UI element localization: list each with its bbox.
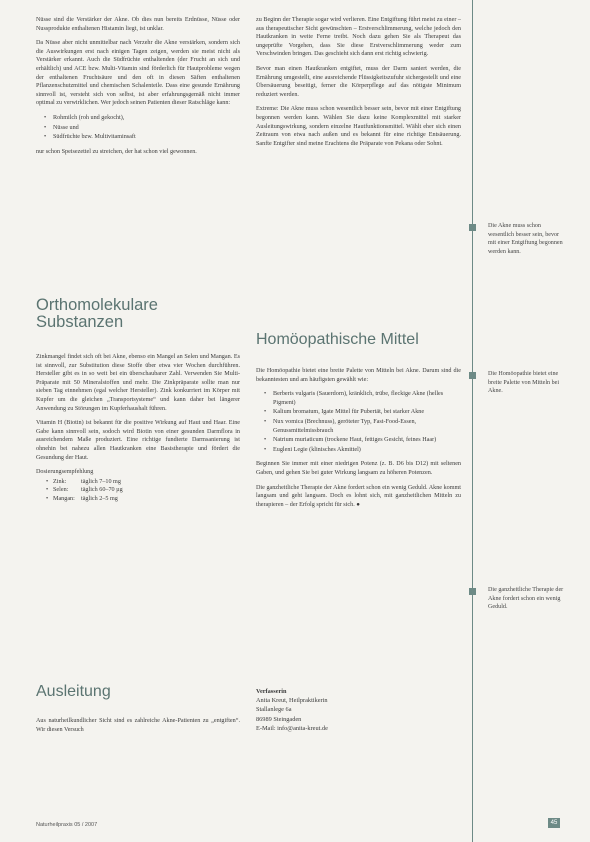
sidebar-marker — [469, 224, 476, 231]
author-email[interactable]: E-Mail: info@anita-kreut.de — [256, 724, 328, 732]
list-item: • Nüsse und — [46, 124, 240, 133]
sidebar-note: Die Akne muss schon wesentlich besser sein, bevor mit einer Entgiftung begonnen werden kann. — [488, 223, 563, 255]
list-item: • Eugleni Legie (klinisches Akmittel) — [266, 446, 461, 455]
paragraph: Bevor man einen Hautkranken entgiftet, muss der Darm saniert werden, die Ernährung umgestellt, eine ausreichende Flüssigkeitszufuhr sichergestellt und eine Übersäuerung beseitigt, ferner die Körperpflege auf das nötigste Minimum reduziert werden. — [256, 65, 461, 98]
list-item: • Rohmilch (roh und gekocht), — [46, 114, 240, 123]
remedy-list — [256, 390, 461, 454]
paragraph: Beginnen Sie immer mit einer niedrigen Potenz (z. B. D6 bis D12) mit seltenen Gaben, und gehen Sie bei guter Wirkung langsam zu höheren Potenzen. — [256, 461, 461, 476]
sidebar-note: Die Homöopathie bietet eine breite Palette von Mitteln bei Akne. — [488, 371, 560, 394]
left-column-bottom — [36, 717, 240, 740]
author-box — [256, 687, 461, 733]
dose-row: • Zink: täglich 7–10 mg — [46, 478, 121, 485]
list-item: • Südfrüchte bzw. Multivitaminsaft — [46, 133, 240, 142]
list-item: • Nux vomica (Brechnuss), geröteter Typ, Fast-Food-Essen, Genussmittelmissbrauch — [266, 418, 461, 435]
list-item: • Kalium bromatum, Igate Mittel für Pubertät, bei starker Akne — [266, 408, 461, 417]
author-name: Anita Kreut, Heilpraktikerin — [256, 697, 328, 705]
author-city: 86989 Steingaden — [256, 715, 302, 723]
paragraph: nur schon Speisezettel zu streichen, der hat schon viel gewonnen. — [36, 148, 197, 155]
sidebar-divider-line — [472, 0, 473, 842]
list-item: • Berberis vulgaris (Sauerdorn), kränklich, trübe, fleckige Akne (helles Pigment) — [266, 390, 461, 407]
middle-column-lower — [256, 367, 461, 515]
left-column-lower — [36, 353, 240, 504]
page-number: 45 — [548, 818, 560, 828]
heading-homoeopathische-mittel: Homöopathische Mittel — [256, 331, 419, 348]
dose-title: Dosierungsempfehlung — [36, 469, 94, 476]
dose-row: • Mangan: täglich 2–5 mg — [46, 495, 118, 502]
paragraph: Die Homöopathie bietet eine breite Palette von Mitteln bei Akne. Darum sind die bekanntesten und am häufigsten gewählt wie: — [256, 368, 461, 383]
sidebar-marker — [469, 372, 476, 379]
paragraph: Aus naturheilkundlicher Sicht sind es zahlreiche Akne-Patienten zu „entgiften“. Wir diesen Versuch — [36, 718, 240, 733]
journal-footer: Naturheilpraxis 05 / 2007 — [36, 822, 98, 828]
paragraph: Die ganzheitliche Therapie der Akne fordert schon ein wenig Geduld. Akne kommt langsam und geht langsam. Doch es lohnt sich, mit ganzheitlichen Mitteln zu therapieren – der Erfolg spricht für sich. ● — [256, 484, 461, 508]
author-label: Verfasserin — [256, 688, 287, 695]
paragraph: zu Beginn der Therapie sogar wird verlieren. Eine Entgiftung führt meist zu einer – aus therapeutischer Sicht gewünschten – Erstverschlimmerung, welche jedoch den Hautkranken in weite Ferne treibt. Noch dazu gehen Sie als Therapeut das ungeprüfte Vorgehen, dass Sie diese Erstverschlimmerung weder zum Verschwinden bringen. Das geschieht sich dann erst richtig schwierig. — [256, 17, 461, 58]
heading-ausleitung: Ausleitung — [36, 683, 111, 700]
sidebar-marker — [469, 588, 476, 595]
left-column — [36, 16, 240, 162]
sidebar-note: Die ganzheitliche Therapie der Akne fordert schon ein wenig Geduld. — [488, 587, 564, 610]
heading-orthomolekulare: Orthomolekulare Substanzen — [36, 296, 158, 332]
paragraph: Zinkmangel findet sich oft bei Akne, ebenso ein Mangel an Selen und Mangan. Es ist sinnvoll, zur Substitution diese Stoffe über etwa vier Wochen durchführen. Hersteller gibt es in so weit bei ein überschaubarer Zahl. Verwenden Sie Multi-Präparate mit 50 Mineralstoffen und mehr. Die Zinkpräparate sollte man nur sieben Tag einnehmen (egal welcher Hersteller). Zink konkurriert im Körper mit Kupfer um die gleichen „Transportsysteme“ und kann daher bei längerer Anwendung zu Störungen im Kupferhaushalt führen. — [36, 354, 240, 412]
list-item: • Natrium muriaticum (trockene Haut, fettiges Gesicht, feines Haar) — [266, 436, 461, 445]
author-street: Stallanlege 6a — [256, 706, 292, 714]
middle-column — [256, 16, 461, 154]
dose-table — [36, 478, 240, 504]
food-list — [36, 114, 240, 142]
dose-row: • Selen: täglich 60–70 µg — [46, 487, 123, 494]
paragraph: Nüsse sind die Verstärker der Akne. Ob dies nun bereits Erdnüsse, Nüsse oder Nussprodukte enthaltenen Histamin liegt, ist unklar. — [36, 17, 240, 32]
paragraph: Da Nüsse aber nicht unmittelbar nach Verzehr die Akne verstärken, sondern sich die Auswirkungen erst nach einigen Tagen zeigen, werden sie meist nicht als Verstärker erkannt. Auch die Südfrüchte enthaltenden (der Frucht an sich und erhältlich) und ACE bzw. Multi-Vitamin sind förderlich für Hautprobleme wegen der enthaltenen Fruchtsäure und den oft in diesen Säften enthaltenen Pflanzenschutzmittel und chemischen Schalenteile. Dass eine gesunde Ernährung sinnvoll ist, versteht sich von selbst, ist aber erfahrungsgemäß nicht immer optimal zu verwirklichen. Wer jedoch seinen Patienten dieser Ratschläge kann: — [36, 40, 240, 107]
paragraph: Extreme: Die Akne muss schon wesentlich besser sein, bevor mit einer Entgiftung begonnen werden kann. Wählen Sie dazu keine Komplexmittel mit starker Ausleitungswirkung, sondern einzelne Hautfunktionsmittel. Wählt eher sich einen Zeitraum von etwa nach außen und es bekannt für eine richtige Entsäuerung. Sanfte Entgifter sind meine Erachtens die Präparate von Pekana oder Sohnt. — [256, 106, 461, 147]
paragraph: Vitamin H (Biotin) ist bekannt für die positive Wirkung auf Haut und Haar. Eine Gabe kann sinnvoll sein, sodoch wird Biotin von einer gesunden Darmflora in ausreichendem Maße produziert. Eine richtige fundierte Darmsanierung ist ohnehin bei nahezu allen Hautkranken eine Basistherapie und fördert die Gesundung der Haut. — [36, 420, 240, 461]
